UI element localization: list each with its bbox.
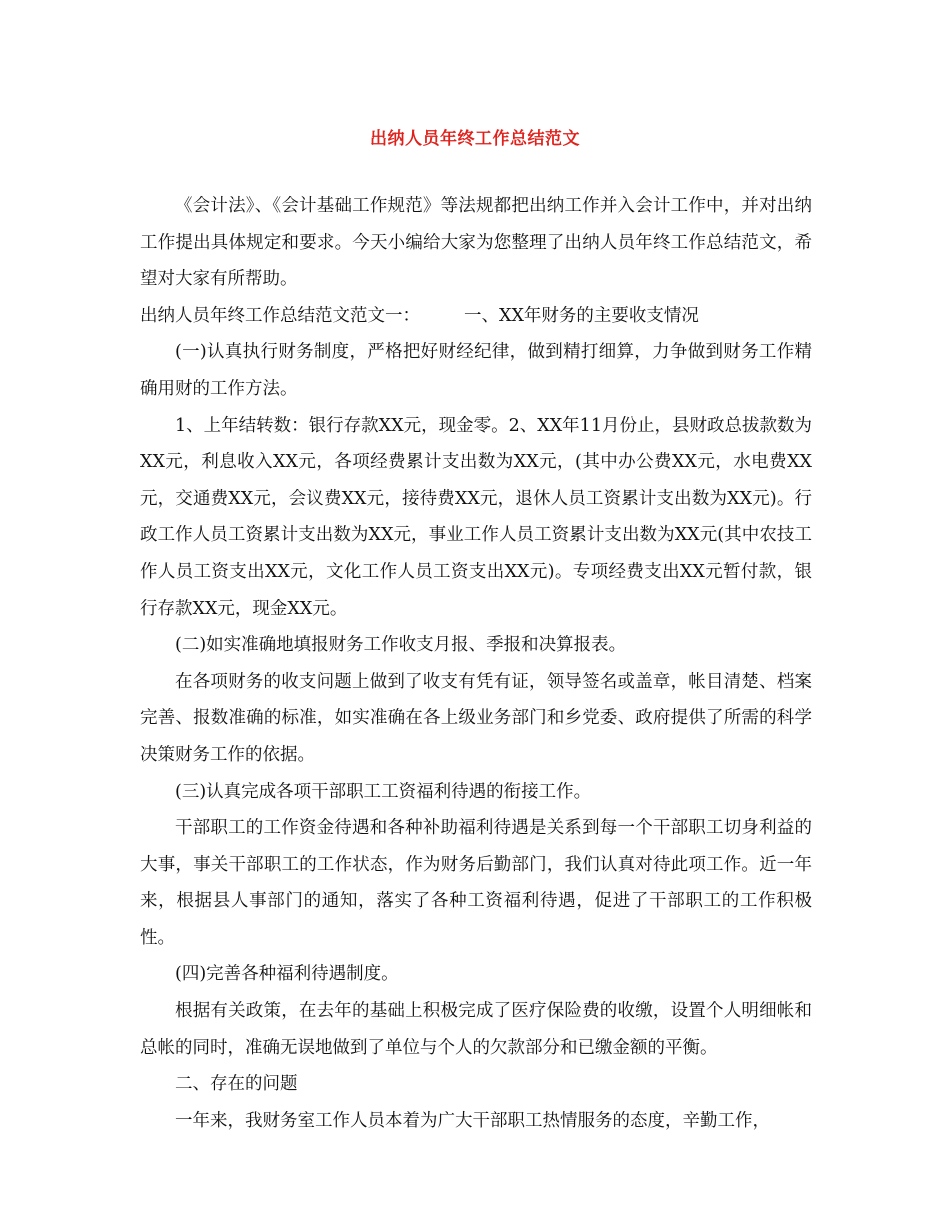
paragraph-item-2-heading: (二)如实准确地填报财务工作收支月报、季报和决算报表。 (175, 635, 627, 656)
paragraph-figures: 1、上年结转数：银行存款XX元，现金零。2、XX年11月份止，县财政总拔款数为XX元，利息收入XX元，各项经费累计支出数为XX元，(其中办公费XX元，水电费XX元，交通费XX元，会议费XX元，接待费XX元，退休人员工资累计支出数为XX元)。行政工作人员工资累计支出数为XX元，事业工作人员工资累计支出数为XX元(其中农技工作人员工资支出XX元，文化工作人员工资支出XX元)。专项经费支出XX元暂付款，银行存款XX元，现金XX元。 (140, 415, 812, 619)
document-body (140, 188, 812, 1139)
section-heading-line (140, 298, 812, 335)
document-title: 出纳人员年终工作总结范文 (370, 129, 580, 149)
subheading-left: 出纳人员年终工作总结范文范文一： (140, 305, 420, 326)
paragraph-reporting: 在各项财务的收支问题上做到了收支有凭有证，领导签名或盖章，帐目清楚、档案完善、报数准确的标准，如实准确在各上级业务部门和乡党委、政府提供了所需的科学决策财务工作的依据。 (140, 671, 812, 765)
subheading-right: 一、XX年财务的主要收支情况 (464, 305, 699, 326)
paragraph-item-4-heading: (四)完善各种福利待遇制度。 (175, 964, 399, 985)
paragraph-problems: 一年来，我财务室工作人员本着为广大干部职工热情服务的态度，辛勤工作， (175, 1110, 770, 1131)
paragraph-benefits: 干部职工的工作资金待遇和各种补助福利待遇是关系到每一个干部职工切身利益的大事，事关干部职工的工作状态，作为财务后勤部门，我们认真对待此项工作。近一年来，根据县人事部门的通知，落实了各种工资福利待遇，促进了干部职工的工作积极性。 (140, 818, 812, 948)
paragraph-problems-heading: 二、存在的问题 (175, 1074, 298, 1095)
paragraph-insurance: 根据有关政策，在去年的基础上积极完成了医疗保险费的收缴，设置个人明细帐和总帐的同时，准确无误地做到了单位与个人的欠款部分和已缴金额的平衡。 (140, 1001, 812, 1058)
paragraph-item-1-heading: (一)认真执行财务制度，严格把好财经纪律，做到精打细算，力争做到财务工作精确用财的工作方法。 (140, 342, 812, 399)
intro-paragraph: 《会计法》、《会计基础工作规范》等法规都把出纳工作并入会计工作中，并对出纳工作提出具体规定和要求。今天小编给大家为您整理了出纳人员年终工作总结范文，希望对大家有所帮助。 (140, 196, 812, 290)
paragraph-item-3-heading: (三)认真完成各项干部职工工资福利待遇的衔接工作。 (175, 781, 592, 802)
